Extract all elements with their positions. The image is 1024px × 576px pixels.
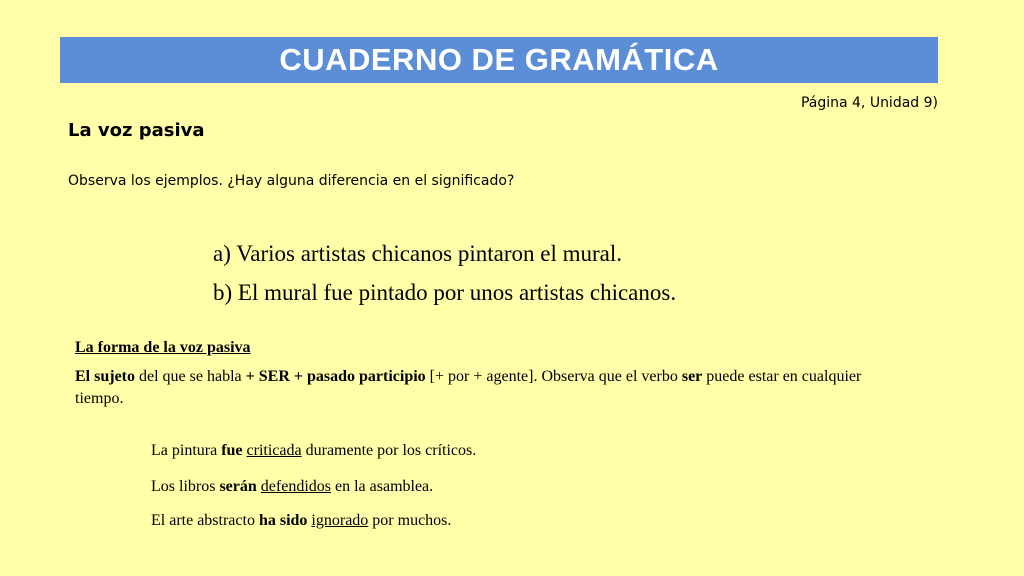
example-sentence <box>151 512 451 530</box>
page-title: CUADERNO DE GRAMÁTICA <box>279 42 719 77</box>
rule-bold-formula: + SER + pasado participio <box>245 368 426 385</box>
sentence-text: La pintura <box>151 442 222 459</box>
sentence-text: por muchos. <box>368 512 452 529</box>
section-title: La voz pasiva <box>68 120 205 141</box>
form-title: La forma de la voz pasiva <box>75 339 251 356</box>
sentence-text: El arte abstracto <box>151 512 259 529</box>
rule-text-2: [+ por + agente]. Observa que el verbo <box>425 368 682 385</box>
rule-bold-subject: El sujeto <box>75 368 135 385</box>
rule-text-3: puede estar en cualquier tiempo. <box>75 368 862 407</box>
sentence-text: en la asamblea. <box>330 478 434 495</box>
sentence-text: Los libros <box>151 478 220 495</box>
sentence-participle: criticada <box>246 442 302 459</box>
sentence-participle: ignorado <box>311 512 369 529</box>
example-sentence <box>151 478 433 496</box>
sentence-verb: serán <box>219 478 257 495</box>
example-sentence <box>151 442 476 460</box>
sentence-verb: fue <box>221 442 243 459</box>
page-title-banner <box>60 37 938 83</box>
rule-bold-ser: ser <box>681 368 703 385</box>
sentence-text: duramente por los críticos. <box>301 442 477 459</box>
rule-text-1: del que se habla <box>135 368 246 385</box>
rule-text <box>75 366 895 410</box>
sentence-verb: ha sido <box>258 512 308 529</box>
sentence-participle: defendidos <box>260 478 331 495</box>
instruction-text: Observa los ejemplos. ¿Hay alguna diferencia en el significado? <box>68 173 515 189</box>
page-reference: Página 4, Unidad 9) <box>800 95 938 111</box>
example-passive: b) El mural fue pintado por unos artistas chicanos. <box>213 280 677 305</box>
example-active: a) Varios artistas chicanos pintaron el mural. <box>213 241 622 266</box>
